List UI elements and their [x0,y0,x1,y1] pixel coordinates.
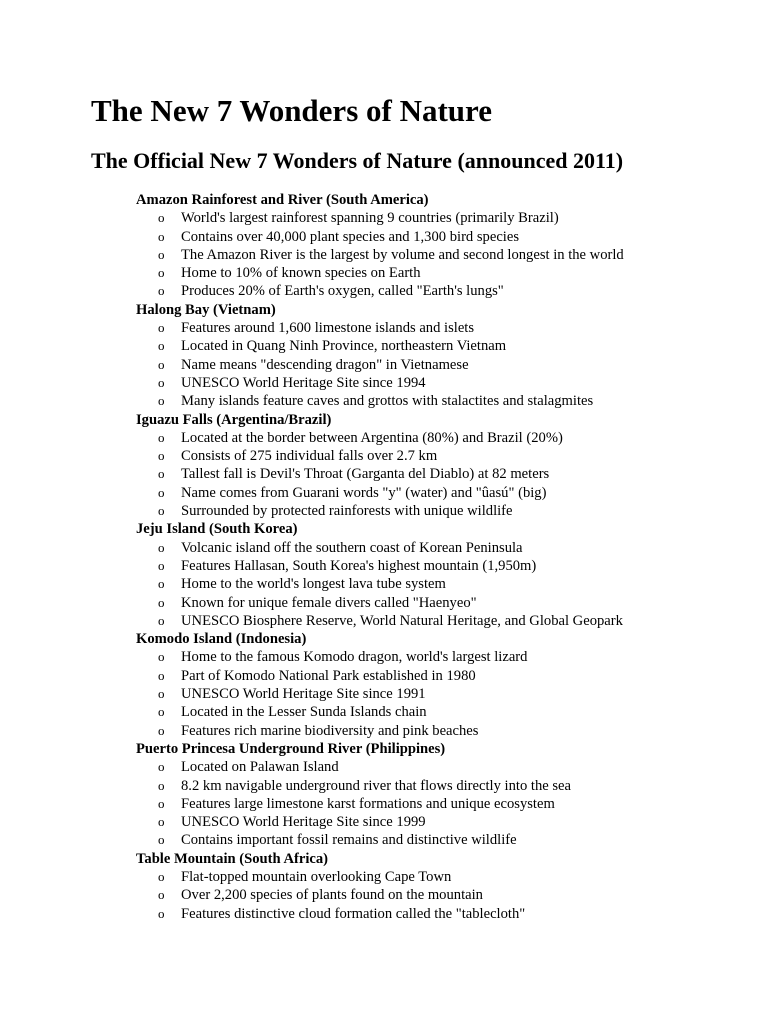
fact-text: Features distinctive cloud formation called the "tablecloth" [181,905,526,922]
fact-text: Flat-topped mountain overlooking Cape Town [181,868,452,885]
bullet-marker: o [158,448,165,464]
fact-text: Features Hallasan, South Korea's highest mountain (1,950m) [181,557,537,574]
fact-text: 8.2 km navigable underground river that flows directly into the sea [181,777,572,794]
fact-text: Known for unique female divers called "Haenyeo" [181,594,477,611]
fact-text: Name means "descending dragon" in Vietnamese [181,356,469,373]
wonder-name: Table Mountain (South Africa) [136,850,329,867]
wonder-name: Halong Bay (Vietnam) [136,301,276,318]
bullet-marker: o [158,228,165,244]
fact-text: Surrounded by protected rainforests with unique wildlife [181,503,513,520]
bullet-marker: o [158,265,165,281]
fact-text: Contains over 40,000 plant species and 1,300 bird species [181,228,520,245]
fact-text: UNESCO World Heritage Site since 1999 [181,814,426,831]
fact-text: Consists of 275 individual falls over 2.7 km [181,448,438,465]
bullet-marker: o [158,466,165,482]
bullet-marker: o [158,777,165,793]
bullet-marker: o [158,503,165,519]
wonder-name: Jeju Island (South Korea) [136,521,298,538]
bullet-marker: o [158,722,165,738]
bullet-marker: o [158,868,165,884]
fact-text: World's largest rainforest spanning 9 countries (primarily Brazil) [181,210,559,227]
fact-text: UNESCO Biosphere Reserve, World Natural Heritage, and Global Geopark [181,612,623,629]
fact-text: Home to the famous Komodo dragon, world's largest lizard [181,649,528,666]
bullet-marker: o [158,594,165,610]
bullet-marker: o [158,210,165,226]
fact-text: Located on Palawan Island [181,759,339,776]
fact-text: The Amazon River is the largest by volume and second longest in the world [181,246,624,263]
bullet-marker: o [158,356,165,372]
fact-text: Home to the world's longest lava tube system [181,576,446,593]
wonder-name: Amazon Rainforest and River (South America) [136,192,429,208]
fact-text: Name comes from Guarani words "y" (water) and "ûasú" (big) [181,484,547,501]
bullet-marker: o [158,338,165,354]
fact-text: Located in Quang Ninh Province, northeastern Vietnam [181,338,507,355]
wonder-name: Puerto Princesa Underground River (Philippines) [136,740,446,757]
bullet-marker: o [158,759,165,775]
fact-text: Part of Komodo National Park established in 1980 [181,667,476,684]
fact-text: Located in the Lesser Sunda Islands chain [181,704,427,721]
bullet-marker: o [158,429,165,445]
fact-text: Volcanic island off the southern coast of Korean Peninsula [181,539,523,556]
fact-text: Many islands feature caves and grottos with stalactites and stalagmites [181,393,594,410]
bullet-marker: o [158,576,165,592]
fact-text: Contains important fossil remains and distinctive wildlife [181,832,517,849]
bullet-marker: o [158,814,165,830]
fact-text: Over 2,200 species of plants found on the mountain [181,887,483,904]
bullet-marker: o [158,557,165,573]
bullet-marker: o [158,686,165,702]
section-heading: The Official New 7 Wonders of Nature (announced 2011) [91,148,624,173]
fact-text: UNESCO World Heritage Site since 1991 [181,686,426,703]
page-title: The New 7 Wonders of Nature [91,93,492,128]
bullet-marker: o [158,283,165,299]
bullet-marker: o [158,484,165,500]
bullet-marker: o [158,649,165,665]
bullet-marker: o [158,905,165,921]
fact-text: Produces 20% of Earth's oxygen, called "Earth's lungs" [181,283,504,300]
fact-text: Features large limestone karst formations and unique ecosystem [181,795,555,812]
bullet-marker: o [158,320,165,336]
bullet-marker: o [158,612,165,628]
bullet-marker: o [158,539,165,555]
bullet-marker: o [158,704,165,720]
fact-text: Features around 1,600 limestone islands and islets [181,320,475,337]
bullet-marker: o [158,667,165,683]
fact-text: Features rich marine biodiversity and pink beaches [181,722,479,739]
bullet-marker: o [158,246,165,262]
wonder-name: Komodo Island (Indonesia) [136,631,307,648]
bullet-marker: o [158,832,165,848]
bullet-marker: o [158,887,165,903]
fact-text: Located at the border between Argentina (80%) and Brazil (20%) [181,429,563,446]
bullet-marker: o [158,795,165,811]
bullet-marker: o [158,374,165,390]
bullet-marker: o [158,393,165,409]
wonder-name: Iguazu Falls (Argentina/Brazil) [136,411,332,428]
fact-text: Tallest fall is Devil's Throat (Garganta del Diablo) at 82 meters [181,466,550,483]
fact-text: Home to 10% of known species on Earth [181,265,421,282]
fact-text: UNESCO World Heritage Site since 1994 [181,374,426,391]
